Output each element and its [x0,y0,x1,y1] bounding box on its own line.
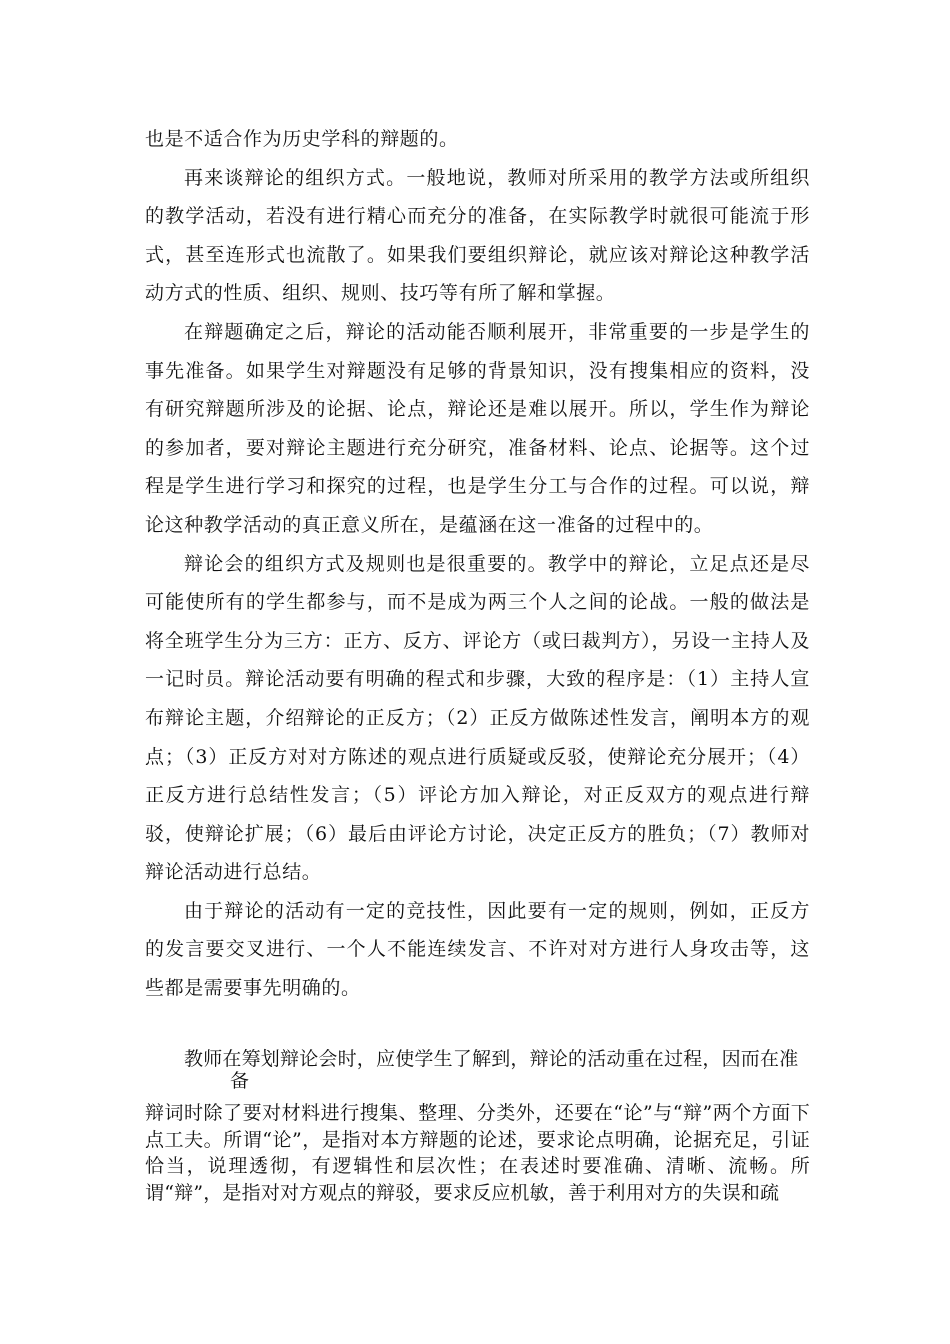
paragraph-teacher-planning-start [145,1047,810,1091]
orphan-character: 备 [230,1070,250,1092]
paragraph-debate-rules: 辩论会的组织方式及规则也是很重要的。教学中的辩论，立足点还是尽可能使所有的学生都参与，而不是成为两三个人之间的论战。一般的做法是将全班学生分为三方：正方、反方、评论方（或曰裁判方），另设一主持人及一记时员。辩论活动要有明确的程式和步骤，大致的程序是：（1）主持人宣布辩论主题，介绍辩论的正反方；（2）正反方做陈述性发言，阐明本方的观点；（3）正反方对对方陈述的观点进行质疑或反驳，使辩论充分展开；（4）正反方进行总结性发言；（5）评论方加入辩论，对正反双方的观点进行辩驳，使辩论扩展；（6）最后由评论方讨论，决定正反方的胜负；（7）教师对辩论活动进行总结。 [145,552,810,884]
paragraph-continuation: 也是不适合作为历史学科的辩题的。 [145,128,459,150]
document-body [145,120,810,1008]
paragraph-teacher-planning-rest: 辩词时除了要对材料进行搜集、整理、分类外，还要在“论”与“辩”两个方面下点工夫。所谓“论”，是指对本方辩题的论述，要求论点明确，论据充足，引证恰当，说理透彻，有逻辑性和层次性；在表述时要准确、清晰、流畅。所谓“辩”，是指对对方观点的辩驳，要求反应机敏，善于利用对方的失误和疏 [145,1102,810,1204]
paragraph-first-line: 教师在筹划辩论会时，应使学生了解到，辩论的活动重在过程，因而在准 [184,1048,799,1070]
paragraph-organization-method: 再来谈辩论的组织方式。一般地说，教师对所采用的教学方法或所组织的教学活动，若没有进行精心而充分的准备，在实际教学时就很可能流于形式，甚至连形式也流散了。如果我们要组织辩论，就应该对辩论这种教学活动方式的性质、组织、规则、技巧等有所了解和掌握。 [145,166,810,305]
paragraph-competitive-rules: 由于辩论的活动有一定的竞技性，因此要有一定的规则，例如，正反方的发言要交叉进行、一个人不能连续发言、不许对对方进行人身攻击等，这些都是需要事先明确的。 [145,899,810,1000]
paragraph-student-preparation: 在辩题确定之后，辩论的活动能否顺利展开，非常重要的一步是学生的事先准备。如果学生对辩题没有足够的背景知识，没有搜集相应的资料，没有研究辩题所涉及的论据、论点，辩论还是难以展开。所以，学生作为辩论的参加者，要对辩论主题进行充分研究，准备材料、论点、论据等。这个过程是学生进行学习和探究的过程，也是学生分工与合作的过程。可以说，辩论这种教学活动的真正意义所在，是蕴涵在这一准备的过程中的。 [145,320,810,536]
